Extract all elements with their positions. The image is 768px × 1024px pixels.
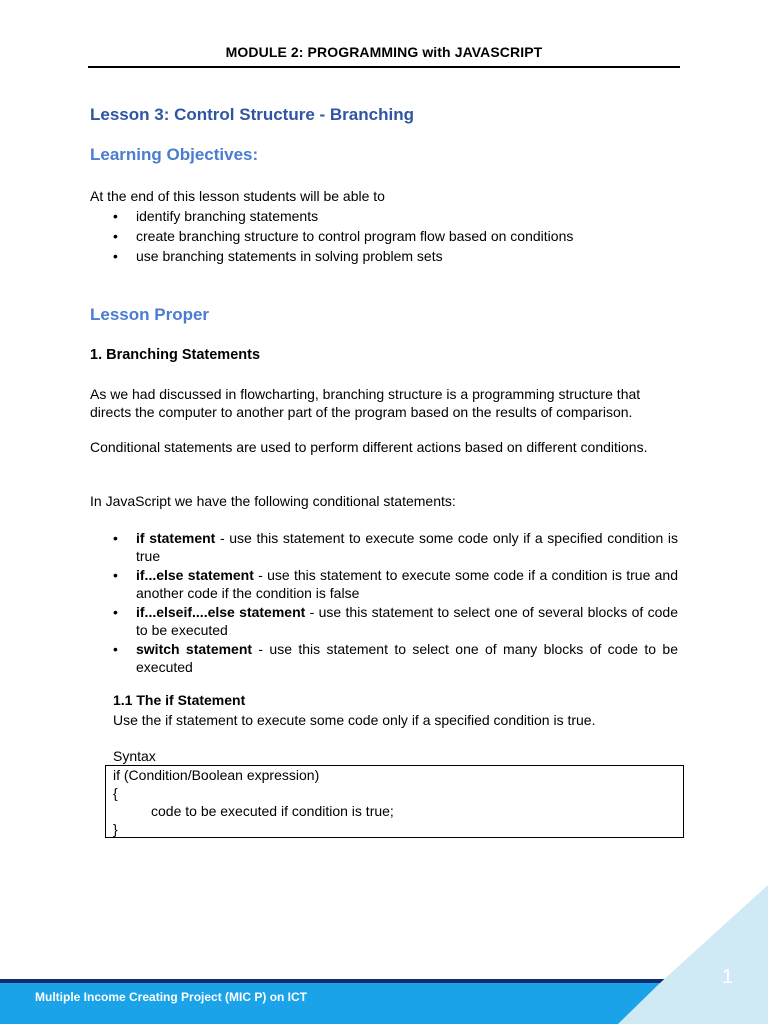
list-item: • identify branching statements <box>113 208 319 224</box>
code-line: if (Condition/Boolean expression) <box>113 767 320 783</box>
bullet-icon: • <box>113 248 118 264</box>
list-item: • if...elseif....else statement - use this statement to select one of several blocks of code to be executed <box>113 604 678 638</box>
code-line: code to be executed if condition is true; <box>151 803 394 819</box>
section-heading: 1. Branching Statements <box>90 347 261 363</box>
corner-triangle-front <box>618 885 768 1024</box>
bullet-icon: • <box>113 604 118 620</box>
bullet-icon: • <box>113 641 118 657</box>
bullet-icon: • <box>113 567 118 583</box>
lesson-title: Lesson 3: Control Structure - Branching <box>90 105 414 124</box>
paragraph: Conditional statements are used to perform different actions based on different conditions. <box>90 439 648 455</box>
subsection-description: Use the if statement to execute some code only if a specified condition is true. <box>113 712 596 728</box>
paragraph: In JavaScript we have the following conditional statements: <box>90 493 456 509</box>
code-line: } <box>113 821 118 837</box>
bullet-icon: • <box>113 228 118 244</box>
list-item: • if statement - use this statement to execute some code only if a specified condition is true <box>113 530 678 564</box>
page-header: MODULE 2: PROGRAMMING with JAVASCRIPT <box>225 44 543 60</box>
objectives-heading: Learning Objectives: <box>90 145 259 164</box>
syntax-label: Syntax <box>113 748 156 764</box>
list-item: • switch statement - use this statement to select one of many blocks of code to be executed <box>113 641 678 675</box>
paragraph: As we had discussed in flowcharting, branching structure is a programming structure that directs the computer to another part of the program based on the results of comparison. <box>90 386 641 420</box>
subsection-heading: 1.1 The if Statement <box>113 692 246 708</box>
code-line: { <box>113 785 118 801</box>
page-number: 1 <box>722 966 734 988</box>
lesson-proper-heading: Lesson Proper <box>90 305 210 324</box>
objectives-intro: At the end of this lesson students will be able to <box>90 188 385 204</box>
bullet-icon: • <box>113 530 118 546</box>
footer-text: Multiple Income Creating Project (MIC P) on ICT <box>35 990 308 1004</box>
bullet-icon: • <box>113 208 118 224</box>
list-item: • if...else statement - use this statement to execute some code if a condition is true and another code if the condition is false <box>113 567 678 601</box>
list-item: • use branching statements in solving problem sets <box>113 248 443 264</box>
list-item: • create branching structure to control program flow based on conditions <box>113 228 574 244</box>
